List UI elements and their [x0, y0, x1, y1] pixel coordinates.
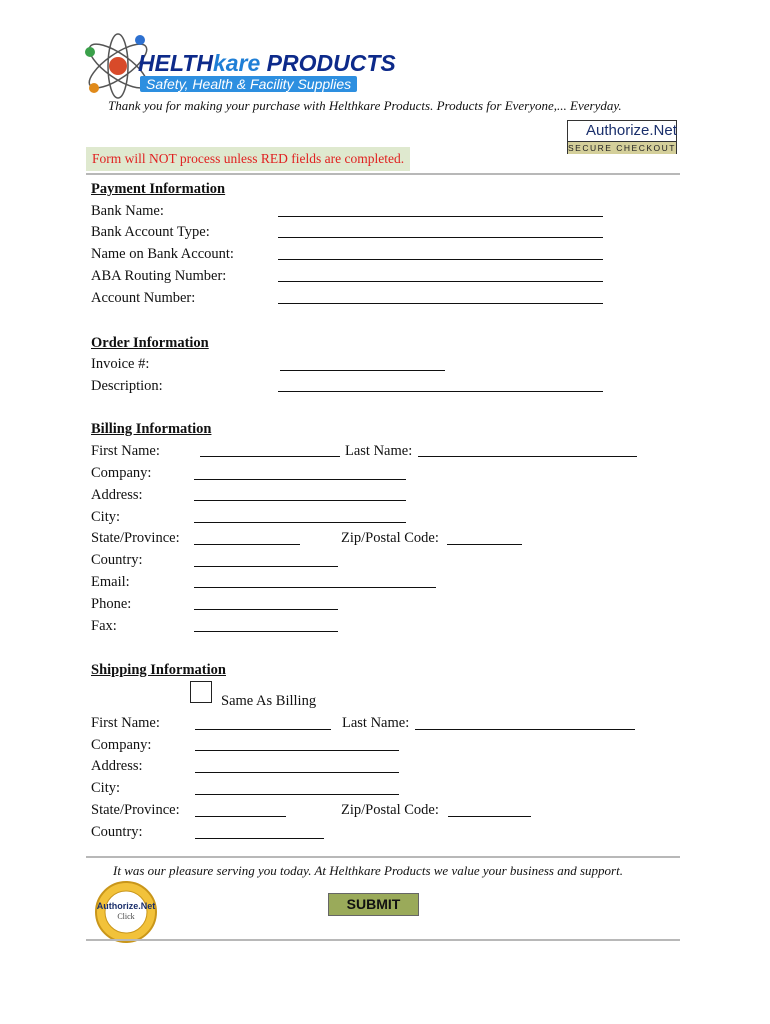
authorize-net-name: Authorize.Net — [586, 122, 677, 139]
billing-last-name-label: Last Name: — [345, 443, 413, 459]
same-as-billing-label: Same As Billing — [221, 693, 317, 709]
billing-phone-field[interactable] — [194, 609, 338, 610]
shipping-country-field[interactable] — [195, 838, 324, 839]
invoice-field[interactable] — [280, 370, 445, 371]
billing-company-label: Company: — [91, 465, 152, 481]
shipping-zip-label: Zip/Postal Code: — [341, 802, 439, 818]
same-as-billing-checkbox[interactable] — [190, 681, 212, 703]
logo-tagline: Safety, Health & Facility Supplies — [140, 76, 357, 92]
company-logo — [80, 28, 396, 108]
billing-company-field[interactable] — [194, 479, 406, 480]
billing-section-title: Billing Information — [91, 421, 212, 437]
order-section-title: Order Information — [91, 335, 209, 351]
shipping-zip-field[interactable] — [448, 816, 531, 817]
billing-address-field[interactable] — [194, 500, 406, 501]
account-number-field[interactable] — [278, 303, 603, 304]
billing-zip-label: Zip/Postal Code: — [341, 530, 439, 546]
closing-message: It was our pleasure serving you today. At Helthkare Products we value your business and support. — [113, 863, 623, 878]
billing-state-field[interactable] — [194, 544, 300, 545]
account-type-field[interactable] — [278, 237, 603, 238]
shipping-first-name-field[interactable] — [195, 729, 331, 730]
submit-button[interactable]: SUBMIT — [328, 893, 419, 916]
billing-address-label: Address: — [91, 487, 143, 503]
billing-last-name-field[interactable] — [418, 456, 637, 457]
description-field[interactable] — [278, 391, 603, 392]
name-on-account-label: Name on Bank Account: — [91, 246, 234, 262]
logo-helth: HELTH — [138, 50, 213, 76]
shipping-city-label: City: — [91, 780, 121, 796]
billing-fax-field[interactable] — [194, 631, 338, 632]
logo-title — [138, 50, 396, 77]
account-type-label: Bank Account Type: — [91, 224, 210, 240]
account-number-label: Account Number: — [91, 290, 196, 306]
thank-you-text: Thank you for making your purchase with Helthkare Products. Products for Everyone,... Everyday. — [108, 98, 622, 113]
shipping-country-label: Country: — [91, 824, 143, 840]
footer-divider — [86, 939, 680, 941]
secure-checkout-label: SECURE CHECKOUT — [568, 143, 676, 153]
shipping-state-label: State/Province: — [91, 802, 180, 818]
shipping-state-field[interactable] — [195, 816, 286, 817]
billing-city-label: City: — [91, 509, 121, 525]
top-divider — [86, 173, 680, 175]
logo-kare: kare — [212, 50, 261, 76]
shipping-company-field[interactable] — [195, 750, 399, 751]
shipping-last-name-field[interactable] — [415, 729, 635, 730]
description-label: Description: — [91, 378, 163, 394]
seal-name: Authorize.Net — [96, 901, 156, 911]
shipping-first-name-label: First Name: — [91, 715, 160, 731]
billing-email-label: Email: — [91, 574, 130, 590]
billing-country-label: Country: — [91, 552, 143, 568]
billing-city-field[interactable] — [194, 522, 406, 523]
routing-number-field[interactable] — [278, 281, 603, 282]
billing-email-field[interactable] — [194, 587, 436, 588]
billing-country-field[interactable] — [194, 566, 338, 567]
shipping-company-label: Company: — [91, 737, 152, 753]
billing-first-name-label: First Name: — [91, 443, 160, 459]
bank-name-field[interactable] — [278, 216, 603, 217]
payment-section-title: Payment Information — [91, 181, 226, 197]
billing-fax-label: Fax: — [91, 618, 117, 634]
invoice-label: Invoice #: — [91, 356, 150, 372]
billing-zip-field[interactable] — [447, 544, 522, 545]
billing-phone-label: Phone: — [91, 596, 132, 612]
shipping-address-field[interactable] — [195, 772, 399, 773]
seal-click: Click — [117, 912, 135, 921]
bank-name-label: Bank Name: — [91, 203, 164, 219]
shipping-address-label: Address: — [91, 758, 143, 774]
authorize-net-seal[interactable] — [93, 879, 159, 945]
name-on-account-field[interactable] — [278, 259, 603, 260]
billing-state-label: State/Province: — [91, 530, 180, 546]
routing-number-label: ABA Routing Number: — [91, 268, 227, 284]
authorize-net-badge[interactable] — [567, 120, 677, 154]
shipping-section-title: Shipping Information — [91, 662, 226, 678]
logo-products: PRODUCTS — [260, 50, 396, 76]
bottom-divider — [86, 856, 680, 858]
shipping-last-name-label: Last Name: — [342, 715, 410, 731]
shipping-city-field[interactable] — [195, 794, 399, 795]
required-fields-warning: Form will NOT process unless RED fields are completed. — [86, 147, 410, 171]
billing-first-name-field[interactable] — [200, 456, 340, 457]
